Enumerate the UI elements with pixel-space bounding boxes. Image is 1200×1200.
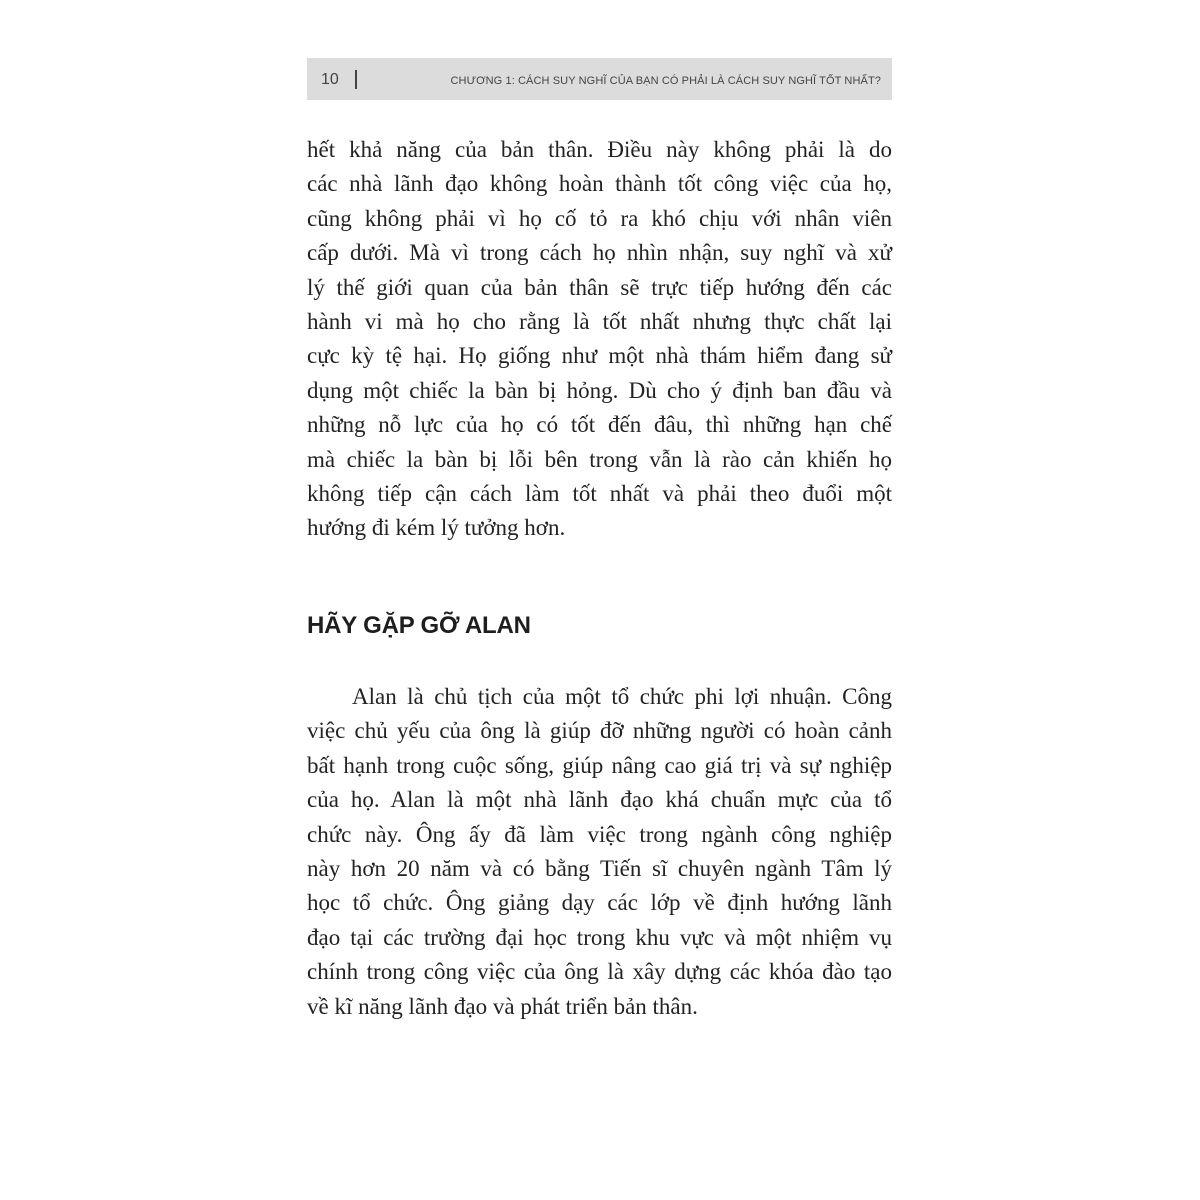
running-header: [307, 58, 892, 100]
text-line: không tiếp cận cách làm tốt nhất và phải theo đuổi một: [307, 480, 892, 506]
section-heading: HÃY GẶP GỠ ALAN: [307, 612, 531, 639]
text-line: của họ. Alan là một nhà lãnh đạo khá chuẩn mực của tổ: [307, 787, 892, 813]
body-paragraph-2: [307, 680, 892, 1024]
body-paragraph-1: [307, 133, 892, 546]
text-line: chức này. Ông ấy đã làm việc trong ngành công nghiệp: [307, 821, 892, 847]
text-line: Alan là chủ tịch của một tổ chức phi lợi nhuận. Công: [352, 684, 892, 709]
text-line: hành vi mà họ cho rằng là tốt nhất nhưng thực chất lại: [307, 308, 892, 334]
header-divider: [355, 70, 357, 89]
text-line: hết khả năng của bản thân. Điều này không phải là do: [307, 137, 892, 162]
page-number: 10: [321, 71, 339, 88]
chapter-title: CHƯƠNG 1: CÁCH SUY NGHĨ CỦA BẠN CÓ PHẢI LÀ CÁCH SUY NGHĨ TỐT NHẤT?: [450, 75, 881, 87]
text-line: những nỗ lực của họ có tốt đến đâu, thì những hạn chế: [307, 412, 892, 438]
text-line: cũng không phải vì họ cố tỏ ra khó chịu với nhân viên: [307, 205, 892, 231]
text-line: này hơn 20 năm và có bằng Tiến sĩ chuyên ngành Tâm lý: [307, 855, 892, 881]
text-line: đạo tại các trường đại học trong khu vực và một nhiệm vụ: [307, 924, 892, 950]
text-line: chính trong công việc của ông là xây dựng các khóa đào tạo: [307, 959, 892, 985]
text-line: các nhà lãnh đạo không hoàn thành tốt công việc của họ,: [307, 171, 892, 197]
text-line: việc chủ yếu của ông là giúp đỡ những người có hoàn cảnh: [307, 718, 892, 744]
text-line: bất hạnh trong cuộc sống, giúp nâng cao giá trị và sự nghiệp: [307, 752, 892, 778]
text-line: lý thế giới quan của bản thân sẽ trực tiếp hướng đến các: [307, 274, 892, 300]
text-line: hướng đi kém lý tưởng hơn.: [307, 515, 566, 541]
text-line: về kĩ năng lãnh đạo và phát triển bản thân.: [307, 993, 698, 1019]
text-line: học tổ chức. Ông giảng dạy các lớp về định hướng lãnh: [307, 890, 892, 916]
text-line: mà chiếc la bàn bị lỗi bên trong vẫn là rào cản khiến họ: [307, 446, 892, 472]
text-line: cấp dưới. Mà vì trong cách họ nhìn nhận, suy nghĩ và xử: [307, 240, 892, 266]
text-line: dụng một chiếc la bàn bị hỏng. Dù cho ý định ban đầu và: [307, 377, 892, 403]
text-line: cực kỳ tệ hại. Họ giống như một nhà thám hiểm đang sử: [307, 343, 892, 369]
